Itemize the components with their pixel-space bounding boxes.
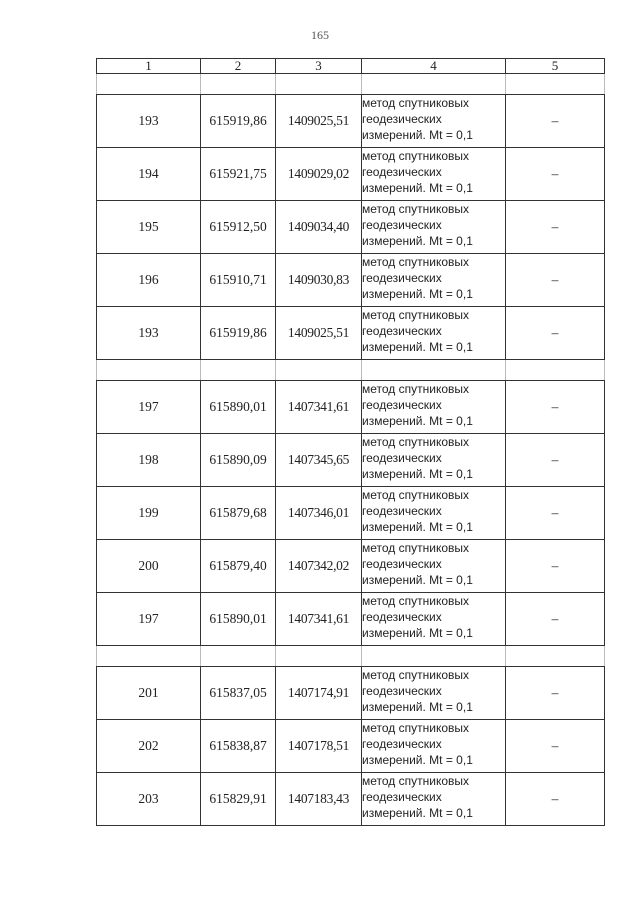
- separator-cell: [201, 646, 276, 667]
- y-coordinate-cell: 1409029,02: [276, 148, 362, 201]
- y-coordinate-cell: 1407174,91: [276, 667, 362, 720]
- separator-cell: [276, 646, 362, 667]
- point-number-cell: 197: [97, 381, 201, 434]
- header-col-5: 5: [506, 59, 605, 74]
- method-line: геодезических: [362, 737, 442, 751]
- method-line: метод спутниковых: [362, 721, 470, 735]
- table-row: [97, 307, 605, 360]
- table-row: [97, 434, 605, 487]
- point-number-cell: 201: [97, 667, 201, 720]
- method-line: геодезических: [362, 324, 442, 338]
- separator-cell: [506, 74, 605, 95]
- x-coordinate-cell: 615879,68: [201, 487, 276, 540]
- method-line: геодезических: [362, 557, 442, 571]
- method-line: метод спутниковых: [362, 435, 470, 449]
- method-line: геодезических: [362, 218, 442, 232]
- point-number-cell: 203: [97, 773, 201, 826]
- method-cell: [362, 434, 506, 487]
- header-col-3: 3: [276, 59, 362, 74]
- separator-cell: [506, 360, 605, 381]
- point-number-cell: 197: [97, 593, 201, 646]
- note-cell: –: [506, 773, 605, 826]
- point-number-cell: 198: [97, 434, 201, 487]
- note-cell: –: [506, 307, 605, 360]
- table-row: [97, 381, 605, 434]
- method-line: геодезических: [362, 112, 442, 126]
- method-cell: [362, 381, 506, 434]
- method-cell: [362, 148, 506, 201]
- table-row: [97, 254, 605, 307]
- method-cell: [362, 307, 506, 360]
- separator-cell: [276, 74, 362, 95]
- method-line: геодезических: [362, 504, 442, 518]
- group-separator-row: [97, 74, 605, 95]
- table-row: [97, 540, 605, 593]
- header-col-1: 1: [97, 59, 201, 74]
- method-line: измерений. Mt = 0,1: [362, 626, 473, 640]
- separator-cell: [97, 646, 201, 667]
- method-cell: [362, 720, 506, 773]
- method-line: измерений. Mt = 0,1: [362, 234, 473, 248]
- y-coordinate-cell: 1409030,83: [276, 254, 362, 307]
- x-coordinate-cell: 615838,87: [201, 720, 276, 773]
- separator-cell: [506, 646, 605, 667]
- method-line: измерений. Mt = 0,1: [362, 806, 473, 820]
- note-cell: –: [506, 254, 605, 307]
- y-coordinate-cell: 1407345,65: [276, 434, 362, 487]
- method-cell: [362, 540, 506, 593]
- x-coordinate-cell: 615890,01: [201, 381, 276, 434]
- y-coordinate-cell: 1409034,40: [276, 201, 362, 254]
- method-line: измерений. Mt = 0,1: [362, 128, 473, 142]
- separator-cell: [362, 74, 506, 95]
- x-coordinate-cell: 615890,01: [201, 593, 276, 646]
- point-number-cell: 202: [97, 720, 201, 773]
- point-number-cell: 195: [97, 201, 201, 254]
- method-line: геодезических: [362, 790, 442, 804]
- method-line: геодезических: [362, 271, 442, 285]
- y-coordinate-cell: 1407346,01: [276, 487, 362, 540]
- point-number-cell: 194: [97, 148, 201, 201]
- y-coordinate-cell: 1409025,51: [276, 95, 362, 148]
- method-line: метод спутниковых: [362, 96, 470, 110]
- method-line: измерений. Mt = 0,1: [362, 467, 473, 481]
- note-cell: –: [506, 667, 605, 720]
- group-separator-row: [97, 360, 605, 381]
- separator-cell: [362, 646, 506, 667]
- method-line: измерений. Mt = 0,1: [362, 287, 473, 301]
- x-coordinate-cell: 615890,09: [201, 434, 276, 487]
- method-cell: [362, 254, 506, 307]
- y-coordinate-cell: 1407178,51: [276, 720, 362, 773]
- method-line: метод спутниковых: [362, 774, 470, 788]
- method-line: метод спутниковых: [362, 202, 470, 216]
- method-line: геодезических: [362, 684, 442, 698]
- note-cell: –: [506, 95, 605, 148]
- method-line: метод спутниковых: [362, 255, 470, 269]
- table-row: [97, 487, 605, 540]
- method-line: метод спутниковых: [362, 488, 470, 502]
- x-coordinate-cell: 615829,91: [201, 773, 276, 826]
- x-coordinate-cell: 615910,71: [201, 254, 276, 307]
- y-coordinate-cell: 1407183,43: [276, 773, 362, 826]
- y-coordinate-cell: 1409025,51: [276, 307, 362, 360]
- table-row: [97, 593, 605, 646]
- method-line: измерений. Mt = 0,1: [362, 414, 473, 428]
- method-line: метод спутниковых: [362, 541, 470, 555]
- method-cell: [362, 95, 506, 148]
- method-line: метод спутниковых: [362, 594, 470, 608]
- separator-cell: [201, 360, 276, 381]
- method-cell: [362, 201, 506, 254]
- page-number: 165: [311, 28, 329, 42]
- method-cell: [362, 487, 506, 540]
- method-line: геодезических: [362, 451, 442, 465]
- table-body: [97, 74, 605, 826]
- separator-cell: [276, 360, 362, 381]
- note-cell: –: [506, 540, 605, 593]
- separator-cell: [201, 74, 276, 95]
- method-cell: [362, 773, 506, 826]
- method-line: измерений. Mt = 0,1: [362, 753, 473, 767]
- method-line: метод спутниковых: [362, 382, 470, 396]
- method-line: измерений. Mt = 0,1: [362, 700, 473, 714]
- table-row: [97, 148, 605, 201]
- x-coordinate-cell: 615912,50: [201, 201, 276, 254]
- x-coordinate-cell: 615919,86: [201, 307, 276, 360]
- note-cell: –: [506, 381, 605, 434]
- table-row: [97, 720, 605, 773]
- method-line: измерений. Mt = 0,1: [362, 520, 473, 534]
- coordinates-table: [96, 58, 605, 826]
- note-cell: –: [506, 487, 605, 540]
- x-coordinate-cell: 615837,05: [201, 667, 276, 720]
- header-col-4: 4: [362, 59, 506, 74]
- table-row: [97, 201, 605, 254]
- note-cell: –: [506, 201, 605, 254]
- table-row: [97, 667, 605, 720]
- method-line: измерений. Mt = 0,1: [362, 181, 473, 195]
- method-line: геодезических: [362, 610, 442, 624]
- x-coordinate-cell: 615919,86: [201, 95, 276, 148]
- point-number-cell: 193: [97, 307, 201, 360]
- method-line: измерений. Mt = 0,1: [362, 340, 473, 354]
- table-row: [97, 95, 605, 148]
- method-line: метод спутниковых: [362, 668, 470, 682]
- point-number-cell: 199: [97, 487, 201, 540]
- header-row: [97, 59, 605, 74]
- point-number-cell: 193: [97, 95, 201, 148]
- method-line: геодезических: [362, 398, 442, 412]
- table-row: [97, 773, 605, 826]
- separator-cell: [97, 360, 201, 381]
- y-coordinate-cell: 1407341,61: [276, 593, 362, 646]
- note-cell: –: [506, 148, 605, 201]
- separator-cell: [362, 360, 506, 381]
- method-line: геодезических: [362, 165, 442, 179]
- method-line: метод спутниковых: [362, 149, 470, 163]
- x-coordinate-cell: 615879,40: [201, 540, 276, 593]
- y-coordinate-cell: 1407341,61: [276, 381, 362, 434]
- x-coordinate-cell: 615921,75: [201, 148, 276, 201]
- method-cell: [362, 593, 506, 646]
- note-cell: –: [506, 720, 605, 773]
- group-separator-row: [97, 646, 605, 667]
- header-col-2: 2: [201, 59, 276, 74]
- point-number-cell: 200: [97, 540, 201, 593]
- method-line: измерений. Mt = 0,1: [362, 573, 473, 587]
- method-cell: [362, 667, 506, 720]
- point-number-cell: 196: [97, 254, 201, 307]
- note-cell: –: [506, 593, 605, 646]
- y-coordinate-cell: 1407342,02: [276, 540, 362, 593]
- note-cell: –: [506, 434, 605, 487]
- separator-cell: [97, 74, 201, 95]
- method-line: метод спутниковых: [362, 308, 470, 322]
